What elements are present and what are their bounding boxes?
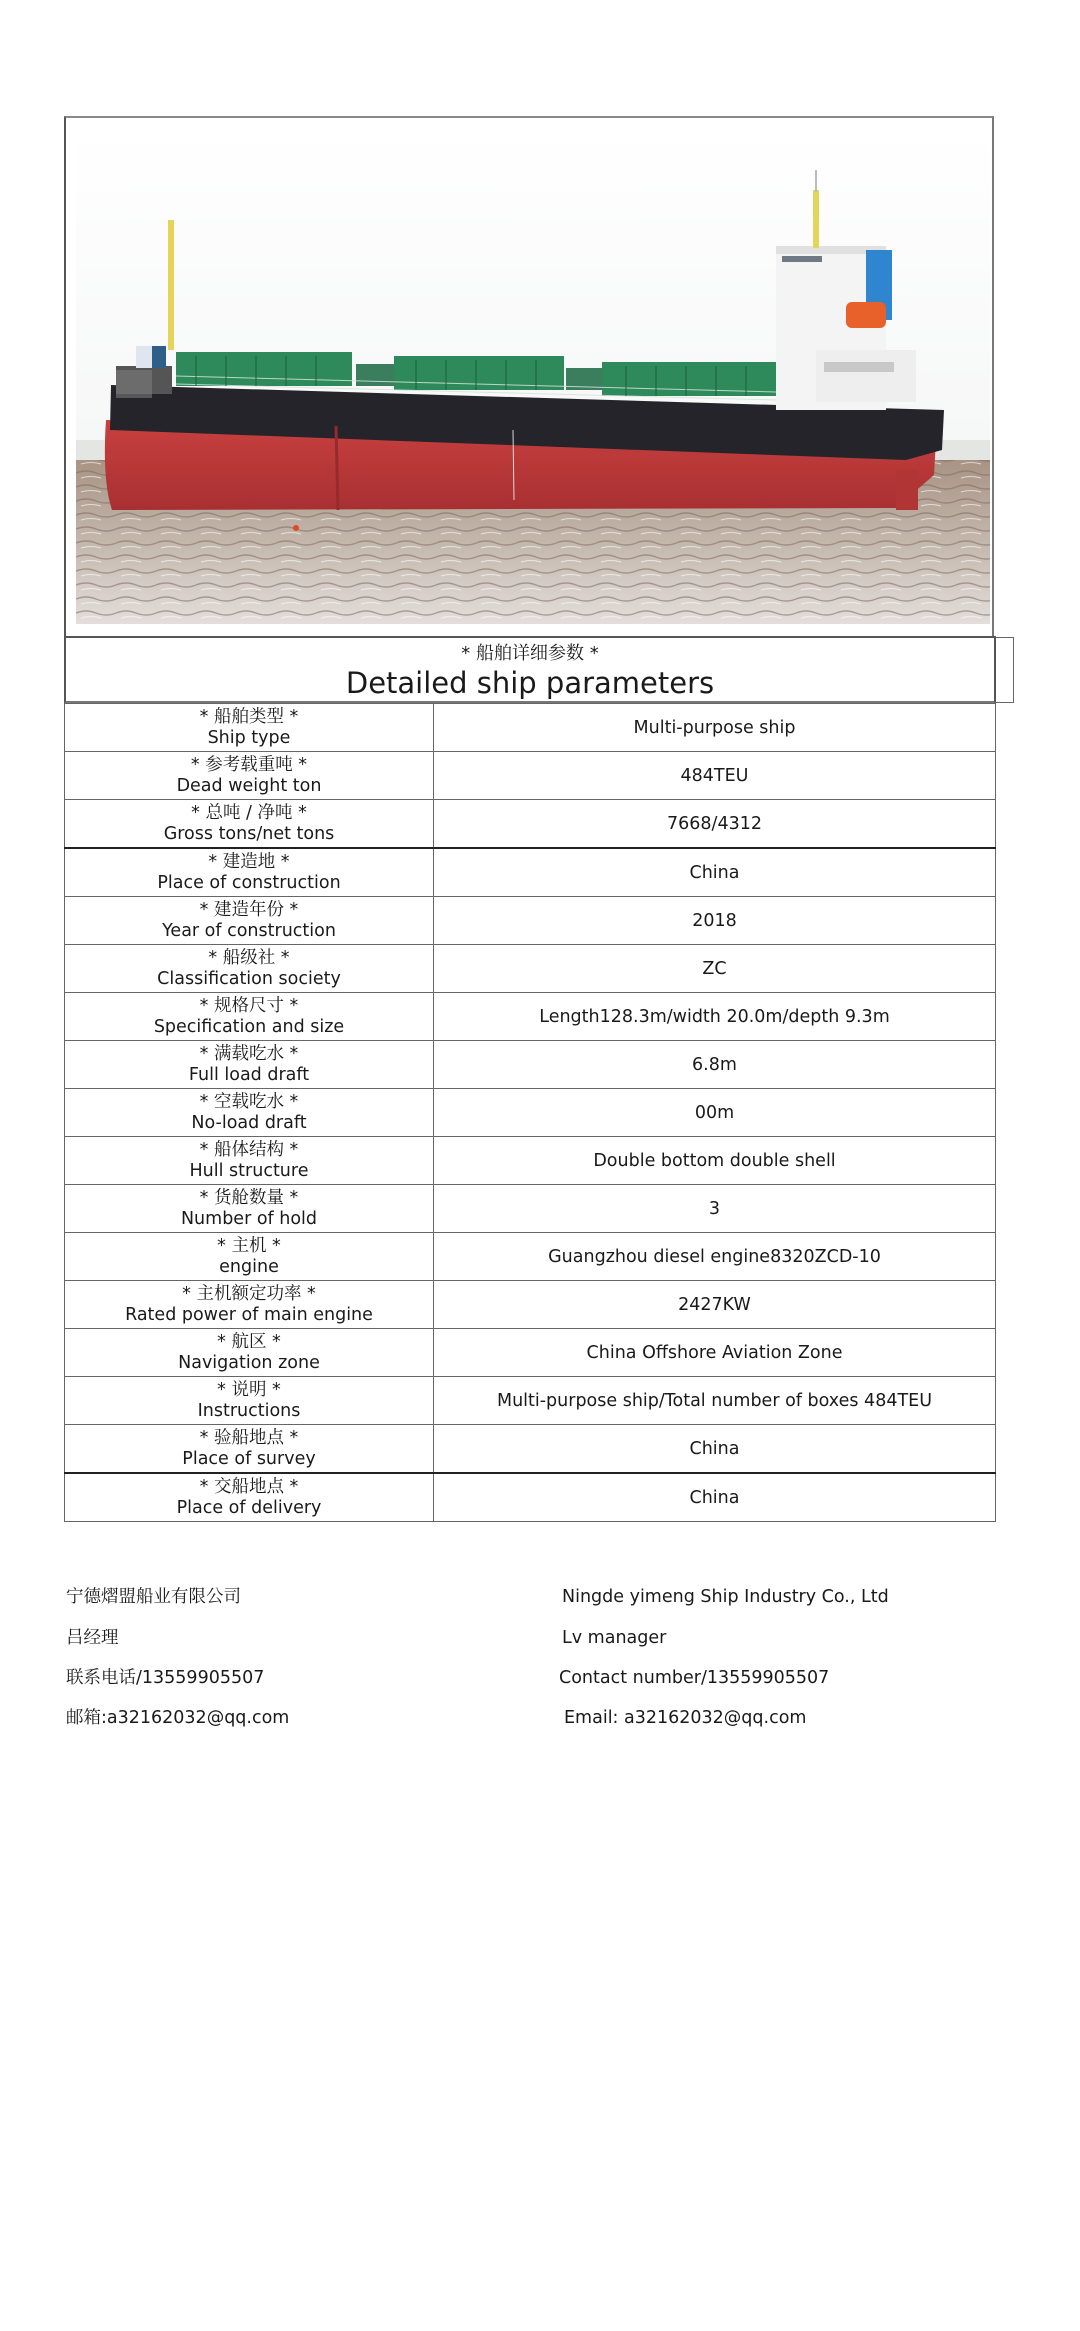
phone-cn: 联系电话/13559905507 [66,1668,265,1688]
spec-label: * 船舶类型 * Ship type [65,704,434,752]
spec-label: * 说明 * Instructions [65,1377,434,1425]
table-row [65,1185,996,1233]
email-cn: 邮箱:a32162032@qq.com [66,1708,290,1728]
ship-photo [76,130,990,624]
table-row [65,1425,996,1474]
parameters-title-en: Detailed ship parameters [345,666,715,700]
spec-value: Double bottom double shell [434,1137,996,1185]
spec-value: 00m [434,1089,996,1137]
spec-value: China Offshore Aviation Zone [434,1329,996,1377]
table-row [65,848,996,897]
table-row [65,752,996,800]
spec-label: * 主机额定功率 * Rated power of main engine [65,1281,434,1329]
table-row [65,1329,996,1377]
spec-label: * 船体结构 * Hull structure [65,1137,434,1185]
spec-value: ZC [434,945,996,993]
spec-value: 6.8m [434,1041,996,1089]
table-row [65,1377,996,1425]
spec-value: 2018 [434,897,996,945]
parameters-title-cn: * 船舶详细参数 * [461,643,599,664]
spec-value: Multi-purpose ship [434,704,996,752]
spec-label: * 建造年份 * Year of construction [65,897,434,945]
phone-en: Contact number/13559905507 [559,1668,830,1688]
spec-label: * 规格尺寸 * Specification and size [65,993,434,1041]
ship-photo-frame [64,116,994,636]
table-row [65,945,996,993]
table-row [65,1089,996,1137]
manager-cn: 吕经理 [66,1628,119,1648]
spec-value: Guangzhou diesel engine8320ZCD-10 [434,1233,996,1281]
spec-label: * 参考载重吨 * Dead weight ton [65,752,434,800]
table-row [65,993,996,1041]
company-name-en: Ningde yimeng Ship Industry Co., Ltd [562,1587,889,1607]
spec-label: * 建造地 * Place of construction [65,848,434,897]
spec-value: China [434,1473,996,1522]
spec-label: * 船级社 * Classification society [65,945,434,993]
table-row [65,800,996,849]
spec-value: 7668/4312 [434,800,996,849]
spec-label: * 总吨 / 净吨 * Gross tons/net tons [65,800,434,849]
spec-label: * 交船地点 * Place of delivery [65,1473,434,1522]
table-row [65,704,996,752]
spec-value: China [434,1425,996,1474]
spec-label: * 空载吃水 * No-load draft [65,1089,434,1137]
table-row [65,897,996,945]
email-en: Email: a32162032@qq.com [564,1708,807,1728]
spec-value: 2427KW [434,1281,996,1329]
spec-label: * 满载吃水 * Full load draft [65,1041,434,1089]
ship-spec-table [64,703,996,1522]
table-row [65,1473,996,1522]
company-name-cn: 宁德熠盟船业有限公司 [66,1587,241,1607]
table-row [65,1041,996,1089]
header-border-artifact [994,637,1014,703]
spec-label: * 主机 * engine [65,1233,434,1281]
spec-value: 484TEU [434,752,996,800]
spec-value: Multi-purpose ship/Total number of boxes 484TEU [434,1377,996,1425]
spec-label: * 货舱数量 * Number of hold [65,1185,434,1233]
table-row [65,1281,996,1329]
table-row [65,1137,996,1185]
parameters-header [64,636,996,704]
spec-label: * 航区 * Navigation zone [65,1329,434,1377]
spec-value: 3 [434,1185,996,1233]
spec-value: Length128.3m/width 20.0m/depth 9.3m [434,993,996,1041]
table-row [65,1233,996,1281]
manager-en: Lv manager [562,1628,667,1648]
spec-label: * 验船地点 * Place of survey [65,1425,434,1474]
spec-value: China [434,848,996,897]
